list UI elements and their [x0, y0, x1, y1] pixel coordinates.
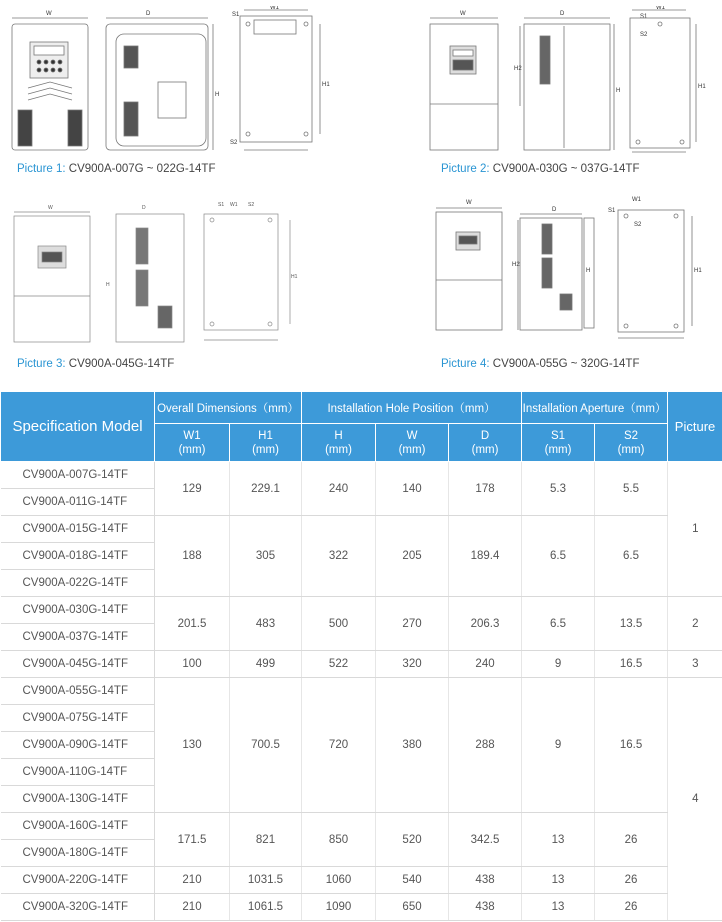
table-row — [1, 894, 722, 921]
w-cell: 140 — [376, 462, 449, 516]
s1-cell: 9 — [522, 678, 595, 813]
w1-cell: 210 — [155, 867, 230, 894]
model-cell: CV900A-007G-14TF — [1, 462, 155, 489]
d-cell: 189.4 — [449, 516, 522, 597]
col-d-header: D (mm) — [449, 424, 522, 462]
s1-cell: 13 — [522, 867, 595, 894]
s2-cell: 6.5 — [595, 516, 668, 597]
w1-cell: 201.5 — [155, 597, 230, 651]
model-cell: CV900A-320G-14TF — [1, 894, 155, 921]
table-row — [1, 678, 722, 705]
s2-cell: 26 — [595, 813, 668, 867]
dim-s1: S1 — [218, 202, 225, 208]
model-cell: CV900A-075G-14TF — [1, 705, 155, 732]
dim-w1: W1 — [270, 6, 279, 11]
model-cell: CV900A-011G-14TF — [1, 489, 155, 516]
picture-1-drawing — [8, 6, 338, 156]
model-cell: CV900A-015G-14TF — [1, 516, 155, 543]
dim-w1: W1 — [656, 6, 665, 11]
picture-2-caption — [441, 163, 640, 175]
w-cell: 205 — [376, 516, 449, 597]
w-cell: 380 — [376, 678, 449, 813]
w-cell: 270 — [376, 597, 449, 651]
model-cell: CV900A-045G-14TF — [1, 651, 155, 678]
w-cell: 540 — [376, 867, 449, 894]
overall-dimensions-header: Overall Dimensions（mm） — [155, 392, 302, 424]
col-s1-header: S1 (mm) — [522, 424, 595, 462]
picture-3-caption — [17, 358, 174, 370]
d-cell: 438 — [449, 867, 522, 894]
w1-cell: 210 — [155, 894, 230, 921]
dim-h: H — [616, 88, 621, 94]
dim-h1: H1 — [291, 274, 298, 280]
h1-cell: 229.1 — [230, 462, 302, 516]
picture-4-models: CV900A-055G ~ 320G-14TF — [492, 358, 640, 370]
s1-cell: 9 — [522, 651, 595, 678]
h1-cell: 499 — [230, 651, 302, 678]
h1-cell: 483 — [230, 597, 302, 651]
dim-h2: H2 — [512, 262, 520, 268]
dim-w1: W1 — [632, 197, 641, 203]
model-cell: CV900A-018G-14TF — [1, 543, 155, 570]
picture-number-cell: 2 — [668, 597, 722, 651]
s2-cell: 13.5 — [595, 597, 668, 651]
s2-cell: 26 — [595, 867, 668, 894]
dim-s2: S2 — [248, 202, 255, 208]
model-cell: CV900A-180G-14TF — [1, 840, 155, 867]
s1-cell: 6.5 — [522, 516, 595, 597]
picture-3-models: CV900A-045G-14TF — [68, 358, 175, 370]
picture-2-models: CV900A-030G ~ 037G-14TF — [492, 163, 640, 175]
picture-number-cell: 1 — [668, 462, 722, 597]
s2-cell: 26 — [595, 894, 668, 921]
h1-cell: 821 — [230, 813, 302, 867]
picture-number-cell: 4 — [668, 678, 722, 921]
picture-3-label: Picture 3: — [17, 358, 66, 370]
d-cell: 240 — [449, 651, 522, 678]
picture-1-caption — [17, 163, 216, 175]
w-cell: 520 — [376, 813, 449, 867]
dim-d: D — [560, 11, 565, 17]
dim-s1: S1 — [232, 12, 240, 18]
dim-w: W — [48, 205, 53, 211]
table-row — [1, 516, 722, 543]
model-cell: CV900A-220G-14TF — [1, 867, 155, 894]
model-cell: CV900A-130G-14TF — [1, 786, 155, 813]
dim-s2: S2 — [634, 222, 642, 228]
dim-h: H — [215, 92, 220, 98]
col-s2-header: S2 (mm) — [595, 424, 668, 462]
dim-s1: S1 — [608, 208, 616, 214]
d-cell: 288 — [449, 678, 522, 813]
picture-number-cell: 3 — [668, 651, 722, 678]
col-w1-header: W1 (mm) — [155, 424, 230, 462]
h-cell: 850 — [302, 813, 376, 867]
spec-model-header: Specification Model — [1, 392, 155, 462]
s1-cell: 6.5 — [522, 597, 595, 651]
col-h1-header: H1 (mm) — [230, 424, 302, 462]
dim-s2: S2 — [640, 32, 648, 38]
w-cell: 650 — [376, 894, 449, 921]
w1-cell: 171.5 — [155, 813, 230, 867]
picture-1-label: Picture 1: — [17, 163, 66, 175]
picture-4-caption — [441, 358, 640, 370]
w1-cell: 130 — [155, 678, 230, 813]
dim-w: W — [46, 11, 52, 17]
w1-cell: 188 — [155, 516, 230, 597]
h-cell: 720 — [302, 678, 376, 813]
s2-cell: 5.5 — [595, 462, 668, 516]
s2-cell: 16.5 — [595, 651, 668, 678]
h-cell: 1060 — [302, 867, 376, 894]
model-cell: CV900A-030G-14TF — [1, 597, 155, 624]
w1-cell: 129 — [155, 462, 230, 516]
picture-3-drawing — [8, 200, 308, 350]
picture-2-drawing — [424, 6, 714, 156]
dim-h: H — [106, 282, 110, 288]
dim-w: W — [466, 200, 472, 206]
model-cell: CV900A-037G-14TF — [1, 624, 155, 651]
dim-h2: H2 — [514, 66, 522, 72]
h-cell: 240 — [302, 462, 376, 516]
h-cell: 1090 — [302, 894, 376, 921]
table-row — [1, 813, 722, 840]
dim-d: D — [142, 205, 146, 211]
installation-aperture-header: Installation Aperture（mm） — [522, 392, 668, 424]
dim-w: W — [460, 11, 466, 17]
h1-cell: 1031.5 — [230, 867, 302, 894]
installation-hole-header: Installation Hole Position（mm） — [302, 392, 522, 424]
s1-cell: 13 — [522, 894, 595, 921]
h-cell: 500 — [302, 597, 376, 651]
d-cell: 438 — [449, 894, 522, 921]
col-w-header: W (mm) — [376, 424, 449, 462]
table-row — [1, 867, 722, 894]
d-cell: 342.5 — [449, 813, 522, 867]
h-cell: 522 — [302, 651, 376, 678]
h1-cell: 305 — [230, 516, 302, 597]
col-h-header: H (mm) — [302, 424, 376, 462]
model-cell: CV900A-160G-14TF — [1, 813, 155, 840]
s2-cell: 16.5 — [595, 678, 668, 813]
picture-header: Picture — [668, 392, 722, 462]
s1-cell: 13 — [522, 813, 595, 867]
model-cell: CV900A-055G-14TF — [1, 678, 155, 705]
table-row — [1, 462, 722, 489]
dim-h1: H1 — [322, 82, 330, 88]
picture-4-label: Picture 4: — [441, 358, 490, 370]
d-cell: 178 — [449, 462, 522, 516]
h-cell: 322 — [302, 516, 376, 597]
dim-h: H — [586, 268, 591, 274]
dim-d: D — [552, 207, 557, 213]
h1-cell: 1061.5 — [230, 894, 302, 921]
dim-d: D — [146, 11, 151, 17]
w-cell: 320 — [376, 651, 449, 678]
table-row — [1, 651, 722, 678]
d-cell: 206.3 — [449, 597, 522, 651]
picture-1-models: CV900A-007G ~ 022G-14TF — [68, 163, 216, 175]
w1-cell: 100 — [155, 651, 230, 678]
model-cell: CV900A-090G-14TF — [1, 732, 155, 759]
dim-h1: H1 — [694, 268, 702, 274]
s1-cell: 5.3 — [522, 462, 595, 516]
h1-cell: 700.5 — [230, 678, 302, 813]
model-cell: CV900A-110G-14TF — [1, 759, 155, 786]
table-row — [1, 597, 722, 624]
picture-2-label: Picture 2: — [441, 163, 490, 175]
specification-table — [0, 391, 722, 921]
dim-s1: S1 — [640, 14, 648, 20]
picture-4-drawing — [428, 196, 718, 346]
dim-w1: W1 — [230, 202, 238, 208]
dim-h1: H1 — [698, 84, 706, 90]
dim-s2: S2 — [230, 140, 238, 146]
model-cell: CV900A-022G-14TF — [1, 570, 155, 597]
